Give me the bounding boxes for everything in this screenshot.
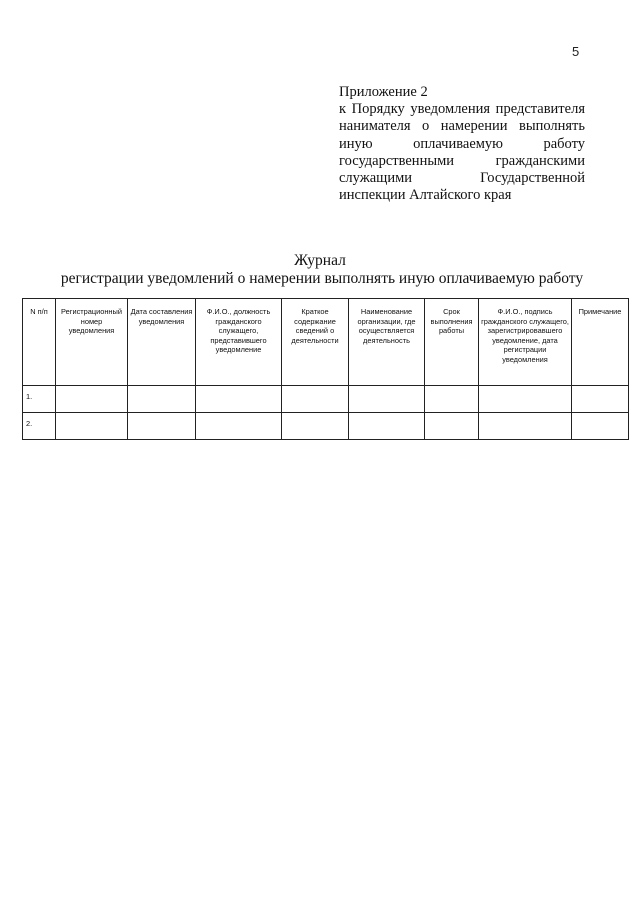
table-cell <box>196 413 282 440</box>
journal-table <box>22 298 629 440</box>
table-row <box>23 386 629 413</box>
column-header-organization: Наименование организации, где осуществляется деятельность <box>349 299 425 386</box>
column-header-employee: Ф.И.О., должность гражданского служащего, представившего уведомление <box>196 299 282 386</box>
column-header-registrar: Ф.И.О., подпись гражданского служащего, зарегистрировавшего уведомление, дата регистрации уведомления <box>479 299 572 386</box>
table-cell <box>196 386 282 413</box>
column-header-note: Примечание <box>572 299 629 386</box>
column-header-number: N п/п <box>23 299 56 386</box>
page-number: 5 <box>572 44 580 59</box>
table-header-row <box>23 299 629 386</box>
column-header-date: Дата составления уведомления <box>128 299 196 386</box>
table-cell <box>128 386 196 413</box>
table-cell <box>479 386 572 413</box>
table-cell <box>56 386 128 413</box>
table-cell <box>128 413 196 440</box>
table-cell <box>349 386 425 413</box>
table-cell <box>282 386 349 413</box>
table-cell <box>572 413 629 440</box>
table-cell <box>572 386 629 413</box>
journal-title: Журнал <box>294 252 346 269</box>
table-cell <box>349 413 425 440</box>
table-cell <box>479 413 572 440</box>
table-row <box>23 413 629 440</box>
table-cell <box>425 386 479 413</box>
appendix-block <box>339 84 585 204</box>
table-cell <box>425 413 479 440</box>
column-header-activity-summary: Краткое содержание сведений о деятельности <box>282 299 349 386</box>
table-cell <box>56 413 128 440</box>
table-cell-number: 2. <box>23 413 56 440</box>
journal-subtitle: регистрации уведомлений о намерении выполнять иную оплачиваемую работу <box>60 270 584 287</box>
journal-heading <box>0 252 640 288</box>
appendix-title: Приложение 2 <box>339 84 428 100</box>
appendix-text: к Порядку уведомления представителя нанимателя о намерении выполнять иную оплачиваемую работу государственными гражданскими служащими Государственной инспекции Алтайского края <box>339 101 585 204</box>
table-cell <box>282 413 349 440</box>
table-cell-number: 1. <box>23 386 56 413</box>
column-header-registration-number: Регистрационный номер уведомления <box>56 299 128 386</box>
column-header-term: Срок выполнения работы <box>425 299 479 386</box>
